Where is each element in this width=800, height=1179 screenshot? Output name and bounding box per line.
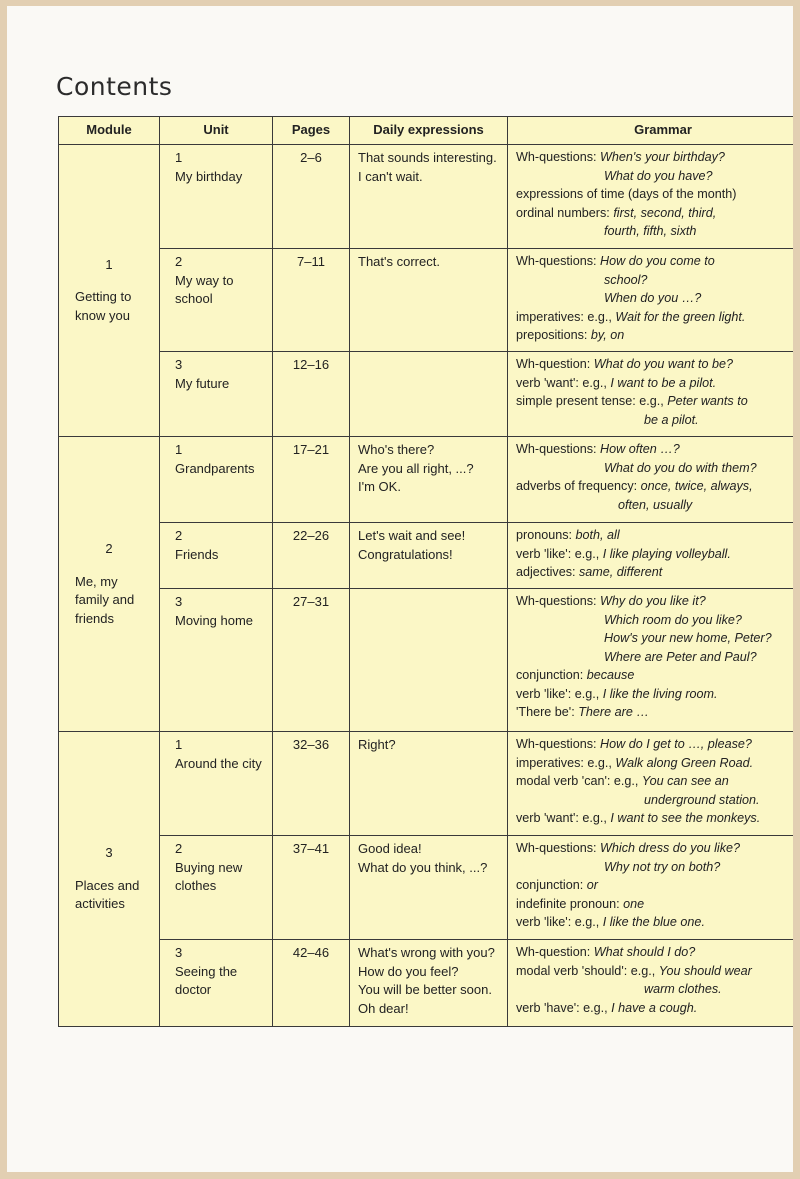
grammar-cell (508, 249, 794, 352)
grammar-label: Wh-questions: (516, 254, 600, 268)
grammar-line (516, 289, 793, 308)
unit-title: My future (175, 375, 230, 391)
grammar-example: I like the blue one. (602, 915, 705, 929)
unit-number: 2 (175, 254, 183, 269)
grammar-label: Wh-question: (516, 945, 594, 959)
grammar-example: Why do you like it? (600, 594, 706, 608)
grammar-cell (508, 437, 794, 523)
table-row (59, 732, 794, 836)
grammar-cell (508, 523, 794, 589)
contents-body (59, 145, 794, 1027)
table-row (59, 523, 794, 589)
grammar-example: I want to see the monkeys. (610, 811, 761, 825)
grammar-example: What do you want to be? (593, 357, 734, 371)
grammar-label: imperatives: e.g., (516, 755, 616, 770)
grammar-example: Peter wants to (667, 394, 748, 408)
grammar-line (516, 611, 793, 630)
grammar-line (516, 592, 793, 611)
grammar-line (516, 526, 793, 545)
grammar-label: verb 'have': e.g., (516, 1000, 612, 1015)
grammar-example: I like the living room. (602, 686, 718, 701)
unit-number: 2 (175, 841, 183, 856)
grammar-label: Wh-questions: (516, 150, 600, 164)
header-pages: Pages (273, 117, 350, 145)
module-cell (59, 732, 160, 1027)
grammar-cell (508, 732, 794, 836)
daily-expression: Who's there? (358, 442, 435, 457)
pages-cell: 42–46 (273, 940, 350, 1027)
grammar-label: simple present tense: e.g., (516, 394, 668, 408)
grammar-example: both, all (575, 528, 620, 542)
grammar-line (516, 980, 793, 999)
grammar-example: When's your birthday? (600, 150, 725, 164)
table-row (59, 836, 794, 940)
daily-expressions-cell (350, 589, 508, 732)
grammar-example: I have a cough. (611, 1000, 698, 1015)
grammar-example: What should I do? (593, 945, 696, 959)
unit-title: Friends (175, 546, 219, 562)
grammar-line (516, 252, 793, 271)
daily-expression: I'm OK. (358, 479, 401, 494)
grammar-cell (508, 589, 794, 732)
unit-number: 3 (175, 945, 183, 960)
module-number: 1 (105, 256, 113, 272)
grammar-example: Where are Peter and Paul? (604, 649, 757, 664)
unit-title: Grandparents (175, 460, 255, 476)
grammar-example: How often …? (600, 442, 680, 456)
unit-number: 1 (175, 737, 183, 752)
grammar-example: first, second, third, (613, 205, 717, 220)
daily-expression: Congratulations! (358, 546, 453, 562)
unit-cell (160, 940, 273, 1027)
daily-expression: That's correct. (358, 254, 440, 269)
grammar-example: You can see an (641, 774, 729, 788)
module-name: Places and activities (75, 877, 140, 912)
grammar-line (516, 913, 793, 932)
daily-expression: Right? (358, 737, 396, 752)
grammar-example: underground station. (644, 792, 760, 807)
unit-number: 3 (175, 357, 183, 372)
grammar-line (516, 772, 793, 791)
grammar-example: What do you have? (604, 168, 713, 183)
daily-expression: Oh dear! (358, 1000, 409, 1016)
header-module: Module (59, 117, 160, 145)
header-grammar: Grammar (508, 117, 794, 145)
daily-expressions-cell (350, 249, 508, 352)
daily-expression: How do you feel? (358, 963, 459, 979)
daily-expressions-cell (350, 940, 508, 1027)
grammar-line (516, 876, 793, 895)
daily-expression: You will be better soon. (358, 982, 492, 997)
grammar-cell (508, 145, 794, 249)
daily-expression: What do you think, ...? (358, 859, 488, 875)
unit-title: Seeing the doctor (175, 963, 238, 997)
grammar-line (516, 943, 793, 962)
unit-title: Moving home (175, 612, 254, 628)
grammar-example: How do you come to (600, 254, 715, 268)
pages-cell: 2–6 (273, 145, 350, 249)
unit-number: 3 (175, 594, 183, 609)
grammar-line (516, 204, 793, 223)
grammar-label: pronouns: (516, 528, 576, 542)
unit-number: 1 (175, 150, 183, 165)
daily-expression: Are you all right, ...? (358, 460, 474, 476)
grammar-label: 'There be': (516, 705, 579, 719)
grammar-cell (508, 352, 794, 437)
grammar-line (516, 440, 793, 459)
module-number: 3 (105, 845, 113, 861)
grammar-example: Which dress do you like? (600, 841, 740, 855)
pages-cell: 7–11 (273, 249, 350, 352)
pages-cell: 37–41 (273, 836, 350, 940)
table-row (59, 352, 794, 437)
grammar-line (516, 648, 793, 667)
grammar-label: Wh-questions: (516, 841, 600, 855)
daily-expression: Let's wait and see! (358, 528, 466, 543)
grammar-line (516, 411, 793, 430)
unit-cell (160, 589, 273, 732)
module-cell (59, 145, 160, 437)
grammar-label: indefinite pronoun: (516, 896, 624, 911)
daily-expression: Good idea! (358, 841, 422, 856)
unit-title: My birthday (175, 168, 243, 184)
module-name: Me, my family and friends (75, 573, 135, 626)
grammar-line (516, 666, 793, 685)
table-row (59, 249, 794, 352)
grammar-label: conjunction: (516, 668, 587, 682)
contents-table (58, 116, 793, 1027)
unit-cell (160, 523, 273, 589)
unit-title: My way to school (175, 272, 234, 306)
grammar-label: expressions of time (days of the month) (516, 187, 737, 201)
module-number: 2 (105, 541, 113, 556)
grammar-example: Which room do you like? (604, 612, 742, 627)
header-daily-expressions: Daily expressions (350, 117, 508, 145)
grammar-example: school? (604, 272, 648, 287)
grammar-example: Wait for the green light. (615, 309, 746, 324)
grammar-line (516, 858, 793, 877)
grammar-example: one (623, 896, 645, 911)
grammar-example: because (586, 668, 635, 682)
module-name: Getting to know you (75, 289, 132, 323)
grammar-cell (508, 940, 794, 1027)
table-row (59, 589, 794, 732)
daily-expression: I can't wait. (358, 168, 423, 184)
grammar-line (516, 459, 793, 478)
grammar-label: Wh-questions: (516, 737, 600, 751)
grammar-example: or (586, 878, 598, 892)
grammar-label: Wh-question: (516, 357, 594, 371)
daily-expressions-cell (350, 523, 508, 589)
grammar-line (516, 754, 793, 773)
grammar-line (516, 703, 793, 722)
grammar-example: same, different (579, 565, 663, 579)
grammar-label: Wh-questions: (516, 594, 600, 608)
grammar-label: verb 'like': e.g., (516, 915, 603, 929)
grammar-label: prepositions: (516, 328, 591, 342)
grammar-label: verb 'like': e.g., (516, 546, 603, 561)
pages-cell: 12–16 (273, 352, 350, 437)
grammar-label: adjectives: (516, 565, 579, 579)
grammar-example: by, on (590, 328, 625, 342)
grammar-line (516, 496, 793, 515)
pages-cell: 27–31 (273, 589, 350, 732)
grammar-example: There are … (578, 705, 649, 719)
grammar-line (516, 271, 793, 290)
grammar-example: How's your new home, Peter? (604, 631, 772, 645)
pages-cell: 17–21 (273, 437, 350, 523)
grammar-label: verb 'like': e.g., (516, 686, 603, 701)
unit-cell (160, 145, 273, 249)
unit-cell (160, 732, 273, 836)
grammar-label: Wh-questions: (516, 442, 600, 456)
pages-cell: 32–36 (273, 732, 350, 836)
grammar-example: Why not try on both? (604, 859, 721, 874)
unit-number: 2 (175, 528, 183, 543)
daily-expression: What's wrong with you? (358, 945, 495, 960)
grammar-label: adverbs of frequency: (516, 479, 641, 493)
grammar-example: fourth, fifth, sixth (604, 224, 697, 238)
unit-cell (160, 352, 273, 437)
daily-expressions-cell (350, 836, 508, 940)
grammar-example: be a pilot. (644, 412, 699, 427)
daily-expression: That sounds interesting. (358, 150, 497, 165)
unit-cell (160, 836, 273, 940)
grammar-line (516, 685, 793, 704)
table-row (59, 940, 794, 1027)
table-row (59, 437, 794, 523)
daily-expressions-cell (350, 732, 508, 836)
page-title: Contents (56, 72, 173, 101)
unit-cell (160, 249, 273, 352)
grammar-line (516, 148, 793, 167)
pages-cell: 22–26 (273, 523, 350, 589)
grammar-line (516, 374, 793, 393)
grammar-line (516, 735, 793, 754)
grammar-line (516, 895, 793, 914)
unit-cell (160, 437, 273, 523)
grammar-label: modal verb 'should': e.g., (516, 963, 659, 978)
grammar-example: How do I get to …, please? (600, 737, 752, 751)
grammar-label: verb 'want': e.g., (516, 375, 611, 390)
grammar-label: verb 'want': e.g., (516, 811, 611, 825)
grammar-line (516, 809, 793, 828)
grammar-line (516, 167, 793, 186)
daily-expressions-cell (350, 145, 508, 249)
grammar-example: I want to be a pilot. (610, 375, 717, 390)
grammar-example: often, usually (618, 497, 693, 512)
unit-title: Around the city (175, 755, 262, 771)
unit-title: Buying new clothes (175, 859, 243, 893)
unit-number: 1 (175, 442, 183, 457)
grammar-label: conjunction: (516, 878, 587, 892)
grammar-cell (508, 836, 794, 940)
module-cell (59, 437, 160, 732)
grammar-example: warm clothes. (644, 982, 722, 996)
grammar-label: modal verb 'can': e.g., (516, 774, 642, 788)
grammar-example: You should wear (658, 963, 752, 978)
header-unit: Unit (160, 117, 273, 145)
grammar-line (516, 563, 793, 582)
grammar-line (516, 355, 793, 374)
grammar-line (516, 999, 793, 1018)
header-row (59, 117, 794, 145)
table-row (59, 145, 794, 249)
grammar-example: I like playing volleyball. (602, 546, 731, 561)
grammar-line (516, 629, 793, 648)
grammar-example: What do you do with them? (604, 460, 757, 475)
grammar-label: ordinal numbers: (516, 205, 614, 220)
grammar-line (516, 308, 793, 327)
book-page (7, 6, 793, 1172)
daily-expressions-cell (350, 352, 508, 437)
grammar-line (516, 839, 793, 858)
grammar-line (516, 791, 793, 810)
grammar-example: Walk along Green Road. (615, 755, 754, 770)
grammar-example: once, twice, always, (640, 479, 753, 493)
grammar-line (516, 222, 793, 241)
grammar-line (516, 326, 793, 345)
grammar-line (516, 962, 793, 981)
grammar-line (516, 185, 793, 204)
grammar-line (516, 392, 793, 411)
grammar-example: When do you …? (604, 291, 702, 305)
grammar-line (516, 545, 793, 564)
daily-expressions-cell (350, 437, 508, 523)
grammar-label: imperatives: e.g., (516, 309, 616, 324)
grammar-line (516, 477, 793, 496)
